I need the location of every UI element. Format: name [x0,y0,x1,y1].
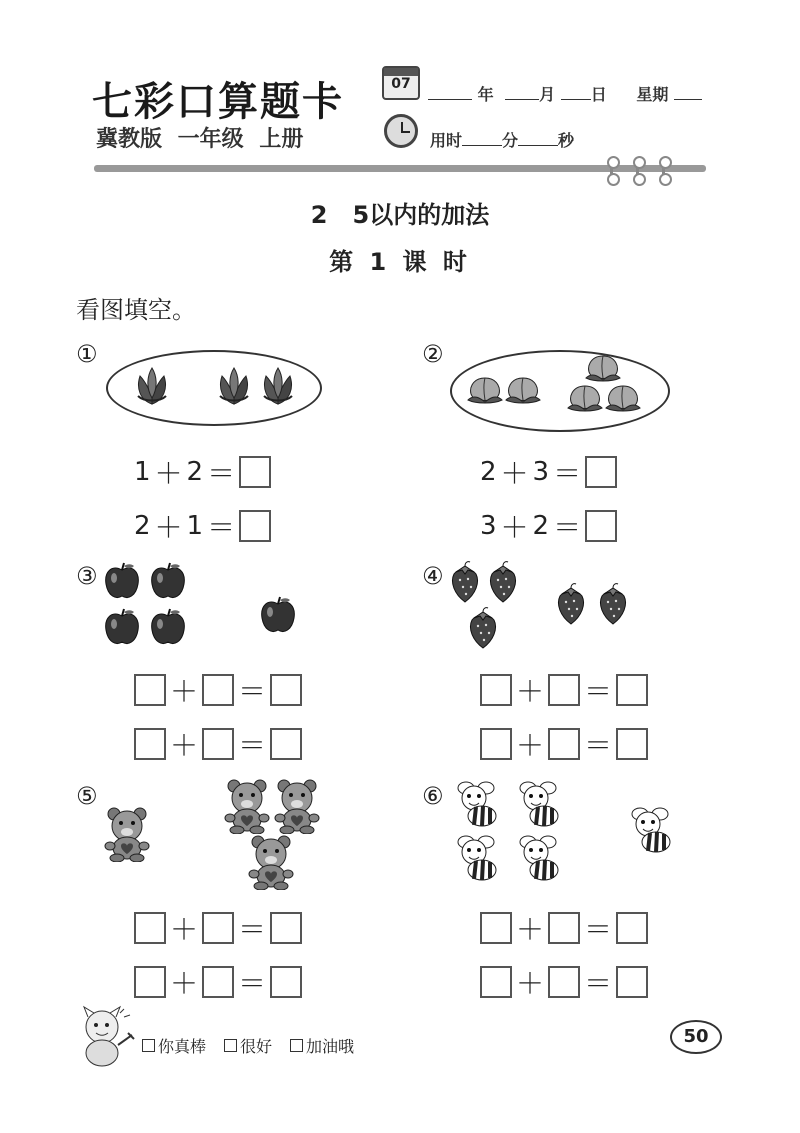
addend-box[interactable] [480,728,512,760]
strawberry-picture [466,606,500,650]
brand-title: 七彩口算题卡 [92,78,344,125]
addend-box[interactable] [480,674,512,706]
bee-picture [452,778,500,830]
minutes-blank[interactable] [462,132,502,146]
teddy-bear-picture [102,806,152,862]
self-rating [142,1034,354,1057]
day-label: 日 [590,85,607,104]
plus-sign: ＋ [170,967,199,1000]
page-number: 50 [670,1020,722,1054]
plus-sign: ＋ [500,457,529,490]
bee-picture [452,832,500,884]
equation-row [480,962,648,1002]
strawberry-picture [554,582,588,626]
problem-number: ③ [76,562,98,590]
addend: 2 [480,457,497,487]
answer-box[interactable] [585,456,617,488]
teddy-bear-picture [246,834,296,890]
addend-box[interactable] [202,912,234,944]
peach-picture [466,372,504,404]
apple-picture [260,596,296,634]
teddy-bear-picture [222,778,272,834]
addend-box[interactable] [202,728,234,760]
plus-sign: ＋ [170,913,199,946]
bee-picture [514,832,562,884]
plus-sign: ＋ [170,729,199,762]
equation-row [134,670,302,710]
equals-sign: ＝ [553,457,582,490]
answer-box[interactable] [239,456,271,488]
answer-box[interactable] [616,674,648,706]
answer-box[interactable] [270,912,302,944]
answer-box[interactable] [616,912,648,944]
weekday-label: 星期 [636,85,669,104]
rating-option[interactable] [224,1034,272,1057]
bee-picture [514,778,562,830]
date-fields [428,82,702,105]
lesson-title: 2 5以内的加法 [310,201,490,229]
addend: 1 [134,457,151,487]
apple-picture [150,562,186,600]
peach-picture [504,372,542,404]
addend: 2 [134,511,151,541]
addend: 2 [532,511,550,541]
peach-picture [566,380,604,412]
addend: 3 [532,457,550,487]
answer-box[interactable] [616,966,648,998]
book-edition: 冀教版 一年级 上册 [96,127,304,152]
answer-box[interactable] [239,510,271,542]
month-label: 月 [539,85,556,104]
strawberry-picture [486,560,520,604]
binder-pin [662,158,665,182]
instruction-text: 看图填空。 [76,296,196,324]
addend-box[interactable] [548,966,580,998]
equals-sign: ＝ [238,729,267,762]
lotus-flower-picture [258,366,298,408]
problem-number: ① [76,340,98,368]
binder-pin [636,158,639,182]
answer-box[interactable] [270,966,302,998]
addend-box[interactable] [480,912,512,944]
equals-sign: ＝ [584,675,613,708]
addend-box[interactable] [134,674,166,706]
answer-box[interactable] [616,728,648,760]
problem-number: ⑥ [422,782,444,810]
addend-box[interactable] [202,966,234,998]
year-label: 年 [477,85,494,104]
lotus-flower-picture [214,366,254,408]
equals-sign: ＝ [207,511,236,544]
equation-row [134,908,302,948]
checkbox-icon[interactable] [224,1039,237,1052]
seconds-label: 秒 [558,131,575,150]
addend: 2 [186,457,204,487]
minutes-label: 分 [502,131,519,150]
plus-sign: ＋ [500,511,529,544]
rating-label: 加油哦 [306,1037,355,1056]
addend-box[interactable] [548,674,580,706]
plus-sign: ＋ [154,457,183,490]
calendar-day: 07 [391,76,411,92]
day-blank[interactable] [561,86,591,100]
time-fields [430,128,574,151]
equation-row [134,452,271,492]
peach-picture [584,350,622,382]
rating-label: 你真棒 [158,1037,207,1056]
seconds-blank[interactable] [518,132,558,146]
peach-picture [604,380,642,412]
equation-row [480,506,617,546]
apple-picture [104,562,140,600]
addend-box[interactable] [480,966,512,998]
rating-option[interactable] [142,1034,206,1057]
equals-sign: ＝ [238,967,267,1000]
apple-picture [104,608,140,646]
equation-row [134,962,302,1002]
checkbox-icon[interactable] [142,1039,155,1052]
year-blank[interactable] [428,86,472,100]
equals-sign: ＝ [584,913,613,946]
equation-row [480,724,648,764]
equation-row [134,506,271,546]
teddy-bear-picture [272,778,322,834]
addend-box[interactable] [548,728,580,760]
plus-sign: ＋ [154,511,183,544]
equation-row [480,908,648,948]
bee-picture [626,804,674,856]
equals-sign: ＝ [584,967,613,1000]
checkbox-icon[interactable] [290,1039,303,1052]
mascot-icon [74,1005,136,1069]
problem-number: ⑤ [76,782,98,810]
equation-row [134,724,302,764]
answer-box[interactable] [270,674,302,706]
problem-number: ② [422,340,444,368]
addend-box[interactable] [202,674,234,706]
clock-icon [384,114,418,148]
addend-box[interactable] [134,912,166,944]
plus-sign: ＋ [516,913,545,946]
equals-sign: ＝ [238,913,267,946]
addend: 1 [186,511,204,541]
weekday-blank[interactable] [674,86,702,100]
equation-row [480,670,648,710]
plus-sign: ＋ [516,967,545,1000]
equals-sign: ＝ [553,511,582,544]
equals-sign: ＝ [584,729,613,762]
lesson-period: 第 1 课 时 [329,248,471,276]
apple-picture [150,608,186,646]
equation-row [480,452,617,492]
strawberry-picture [448,560,482,604]
binder-pin [610,158,613,182]
calendar-icon [382,66,420,100]
strawberry-picture [596,582,630,626]
problem-number: ④ [422,562,444,590]
lotus-flower-picture [132,366,172,408]
month-blank[interactable] [505,86,539,100]
plus-sign: ＋ [170,675,199,708]
addend: 3 [480,511,497,541]
plus-sign: ＋ [516,729,545,762]
rating-option[interactable] [290,1034,354,1057]
time-used-label: 用时 [430,131,463,150]
addend-box[interactable] [548,912,580,944]
rating-label: 很好 [240,1037,273,1056]
equals-sign: ＝ [238,675,267,708]
addend-box[interactable] [134,728,166,760]
equals-sign: ＝ [207,457,236,490]
addend-box[interactable] [134,966,166,998]
answer-box[interactable] [270,728,302,760]
plus-sign: ＋ [516,675,545,708]
answer-box[interactable] [585,510,617,542]
